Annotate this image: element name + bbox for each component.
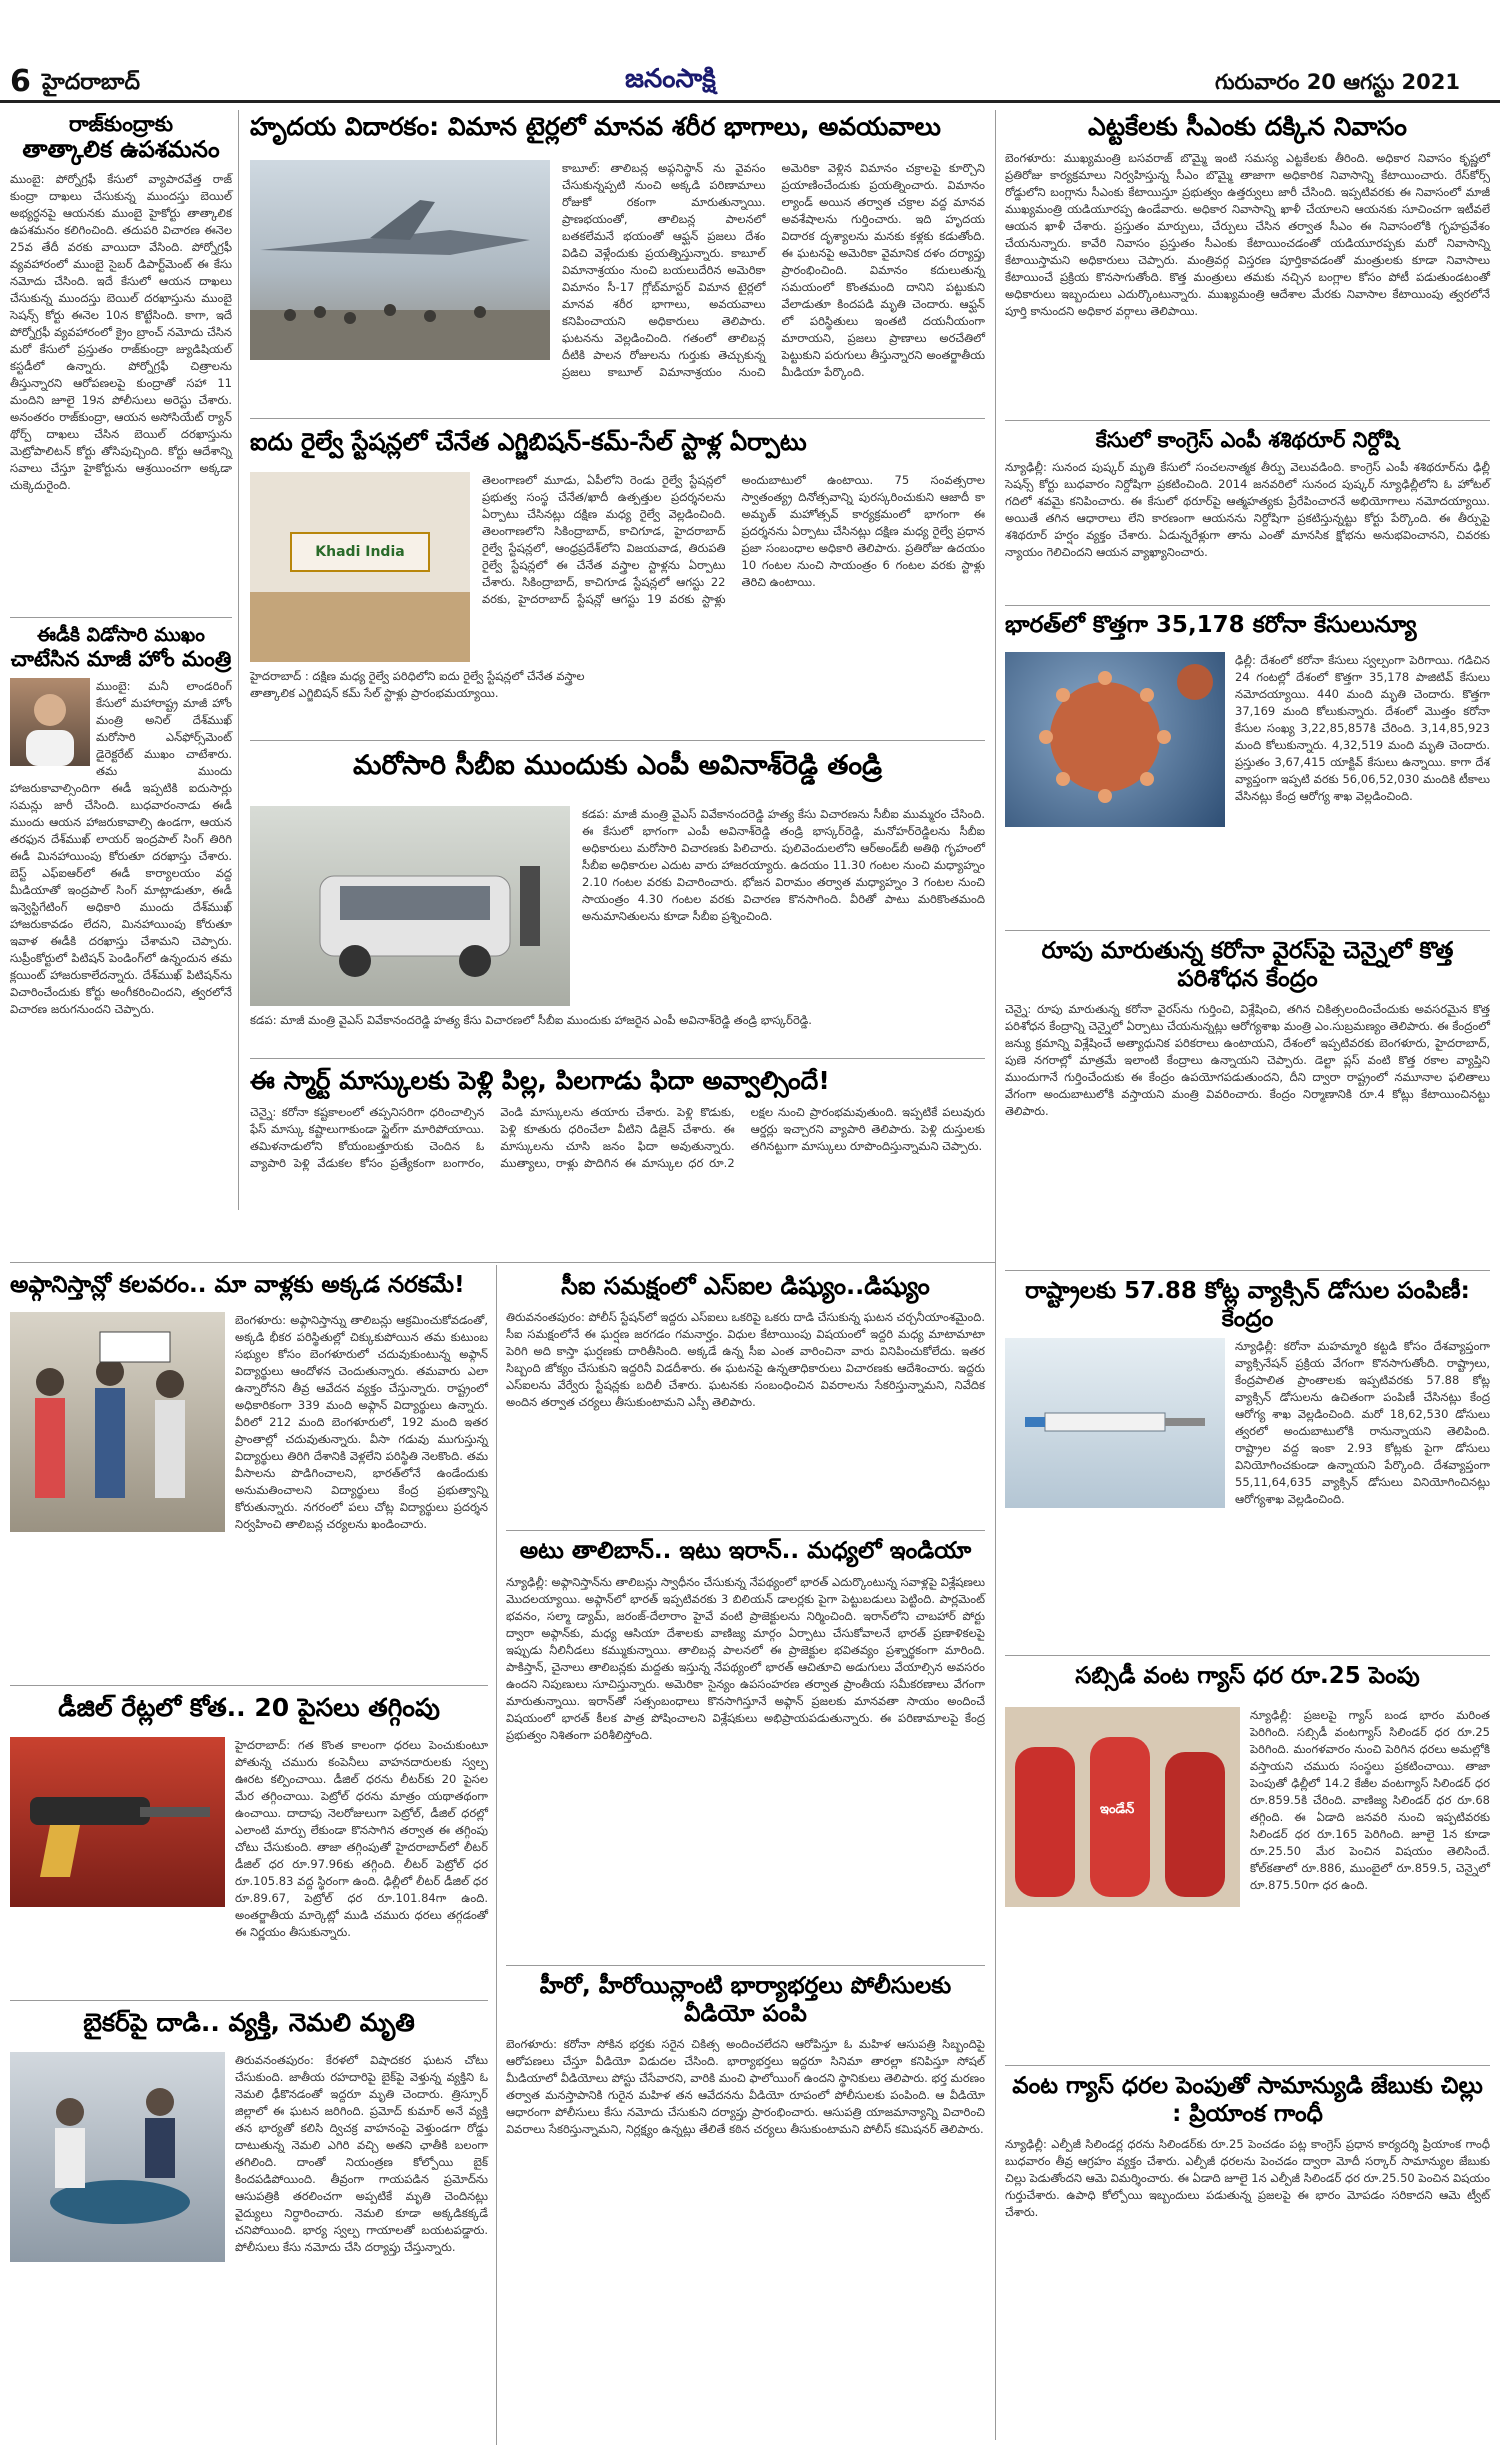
virus-photo	[1005, 652, 1225, 827]
fuel-nozzle-icon	[10, 1737, 225, 1907]
divider	[10, 2000, 488, 2001]
person-icon	[10, 678, 90, 766]
article-body: ముంబై: మనీ లాండరింగ్ కేసులో మహారాష్ట్ర మాజీ హోం మంత్రి అనిల్ దేశ్‌ముఖ్ మరోసారి ఎన్‌ఫోర్స్‌మెంట్ డైరెక్టరేట్ ముఖం చాటేశారు. తమ ముందు హాజరుకావాల్సిందిగా ఈడీ ఇప్పటికి ఐదుసార్లు సమన్లు జారీ చేసింది. బుధవారంనాడు ఈడీ ముందు ఆయన హాజరుకావాల్సి ఉండగా, ఆయన తరఫున దేశ్‌ముఖ్ లాయర్ ఇంద్రపాల్ సింగ్ తిరిగి ఈడీ మినహాయింపు కోరుతూ దరఖాస్తు చేశారు. బెస్ట్ ఎఫ్ఐఆర్‌లో ఈడీ కార్యాలయం వద్ద మీడియాతో ఇంద్రపాల్ సింగ్ మాట్లాడుతూ, ఈడీ ఇన్వెస్టిగేటింగ్ అధికారి ముందు దేశ్‌ముఖ్ హాజరుకావడం లేదని, మినహాయింపు కోరుతూ ఇవాళ ఈడీకి దరఖాస్తు చేశామని చెప్పారు. సుప్రీంకోర్టులో పిటిషన్ పెండింగ్‌లో ఉన్నందున తమ క్లయింట్ హాజరుకాలేదన్నారు. దేశ్‌ముఖ్ పిటిషన్‌ను విచారించేందుకు కోర్టు అంగీకరించిందని, త్వరలోనే విచారణ జరుగనుందని చెప్పారు.	[10, 678, 232, 1017]
article-body: చెన్నై: కరోనా కష్టకాలంలో తప్పనిసరిగా ధరించాల్సిన ఫేస్ మాస్కు కష్టాలుగాకుండా స్టైల్‌గా మారిపోయాయి. తమిళనాడులోని కోయంబత్తూరుకు చెందిన ఓ వ్యాపారి పెళ్లి వేడుకల కోసం ప్రత్యేకంగా బంగారం, వెండి మాస్కులను తయారు చేశారు. పెళ్లి కొడుకు, పెళ్లి కూతురు ధరించేలా వీటిని డిజైన్ చేశారు. ఈ మాస్కులను చూసి జనం ఫిదా అవుతున్నారు. ముత్యాలు, రాళ్లు పొదిగిన ఈ మాస్కుల ధర రూ.2 లక్షల నుంచి ప్రారంభమవుతుంది. ఇప్పటికే పలువురు ఆర్డర్లు ఇచ్చారని వ్యాపారి తెలిపారు. పెళ్లి దుస్తులకు తగినట్టుగా మాస్కులు రూపొందిస్తున్నామని చెప్పారు.	[250, 1105, 985, 1171]
photo-caption: కడప: మాజీ మంత్రి వైఎస్ వివేకానందరెడ్డి హత్య కేసు విచారణలో సీబీఐ ముందుకు హాజరైన ఎంపీ అవినాశ్‌రెడ్డి తండ్రి భాస్కర్‌రెడ్డి.	[250, 1013, 812, 1027]
column-divider	[995, 110, 996, 2440]
article-india-taliban	[506, 1538, 985, 1958]
page-number: 6	[10, 64, 31, 99]
photo-caption: హైదరాబాద్ : దక్షిణ మధ్య రైల్వే పరిధిలోని ఐదు రైల్వే స్టేషన్లలో చేనేత వస్త్రాల తాత్కాలిక ఎగ్జిబిషన్ కమ్ సేల్ స్టాళ్లు ప్రారంభమయ్యాయి.	[250, 669, 585, 700]
stall-counter	[250, 592, 470, 662]
article-headline: మరోసారి సీబీఐ ముందుకు ఎంపీ అవినాశ్‌రెడ్డి తండ్రి	[352, 750, 883, 781]
airplane-icon	[250, 160, 550, 360]
article-afghan-students	[10, 1272, 488, 1677]
article-body: బెంగళూరు: అఫ్గానిస్తాన్ను తాలిబన్లు ఆక్రమించుకోవడంతో, అక్కడి భీకర పరిస్థితుల్లో చిక్కుకుపోయిన తమ కుటుంబ సభ్యుల కోసం బెంగళూరులో చదువుకుంటున్న అఫ్గాన్ విద్యార్థులు ఆందోళన చెందుతున్నారు. తమవారు ఎలా ఉన్నారోనని తీవ్ర ఆవేదన వ్యక్తం చేస్తున్నారు. రాష్ట్రంలో అధికారికంగా 339 మంది అఫ్గాన్ విద్యార్థులు ఉన్నారు. వీరిలో 212 మంది బెంగళూరులో, 192 మంది ఇతర ప్రాంతాల్లో చదువుతున్నారు. వీసా గడువు ముగుస్తున్న విద్యార్థులు తిరిగి దేశానికి వెళ్లలేని పరిస్థితి నెలకొంది. తమ వీసాలను పొడిగించాలని, భారత్‌లోనే ఉండేందుకు అనుమతించాలని విద్యార్థులు కేంద్ర ప్రభుత్వాన్ని కోరుతున్నారు. నగరంలో పలు చోట్ల విద్యార్థులు ప్రదర్శన నిర్వహించి తాలిబన్ల చర్యలను ఖండించారు.	[235, 1313, 488, 1532]
masthead-logo: జనంసాక్షి	[625, 64, 716, 94]
divider	[1005, 605, 1490, 606]
article-body: బెంగళూరు: కరోనా సోకిన భర్తకు సరైన చికిత్స అందించలేదని ఆరోపిస్తూ ఓ మహిళ ఆసుపత్రి సిబ్బందిపై ఆరోపణలు చేస్తూ వీడియో విడుదల చేసింది. భార్యాభర్తలు ఇద్దరూ సినిమా తారల్లా కనిపిస్తూ సోషల్ మీడియాలో వీడియోలు పోస్టు చేసేవారని, వారికి మంచి ఫాలోయింగ్ ఉందని స్థానికులు తెలిపారు. భర్త మరణం తర్వాత మనస్తాపానికి గురైన మహిళ తన ఆవేదనను వీడియో రూపంలో పోలీసులకు పంపింది. ఆ వీడియో ఆధారంగా పోలీసులు కేసు నమోదు చేసుకుని దర్యాప్తు ప్రారంభించారు. ఆసుపత్రి యాజమాన్యాన్ని విచారించి వివరాలు సేకరిస్తున్నామని, నిర్లక్ష్యం ఉన్నట్లు తేలితే కఠిన చర్యలు తీసుకుంటామని పోలీస్ కమిషనర్ తెలిపారు.	[506, 2037, 985, 2137]
article-afghan-airport	[250, 112, 985, 412]
article-headline: కేసులో కాంగ్రెస్ ఎంపీ శశిథరూర్ నిర్దోషి	[1095, 428, 1400, 452]
cylinder-brand: ఇండేన్	[1100, 1802, 1135, 1817]
article-headline: ఐదు రైల్వే స్టేషన్లలో చేనేత ఎగ్జిబిషన్-కమ్-సేల్ స్టాళ్ల ఏర్పాటు	[250, 428, 807, 456]
fuel-pump-photo	[10, 1737, 225, 1907]
article-headline: భారత్‌లో కొత్తగా 35,178 కరోనా కేసులున్యూ	[1005, 612, 1417, 638]
article-headline: తాత్కాలిక ఉపశమనం	[22, 137, 220, 164]
divider	[1005, 2065, 1490, 2066]
article-headline: హీరో, హీరోయిన్లాంటి భార్యాభర్తలు పోలీసులకు వీడియో పంపి	[539, 1973, 952, 2027]
divider	[1005, 1270, 1490, 1271]
khadi-banner: Khadi India	[290, 532, 430, 572]
section-name: హైదరాబాద్	[42, 70, 140, 95]
article-body: బెంగళూరు: ముఖ్యమంత్రి బసవరాజ్ బొమ్మై ఇంటి సమస్య ఎట్టకేలకు తీరింది. అధికార నివాసం కృష్ణలో ప్రతిరోజు కార్యక్రమాలు నిర్వహిస్తున్న సీఎం బొమ్మై తాజాగా అధికారిక నివాసాన్ని కేటాయించారు. రేస్‌కోర్స్ రోడ్డులోని బంగ్లాను సీఎంకు కేటాయిస్తూ ప్రభుత్వం ఉత్తర్వులు జారీ చేసింది. ఇప్పటివరకు ఈ నివాసంలో మాజీ ముఖ్యమంత్రి యడియూరప్ప ఉండేవారు. అధికార నివాసాన్ని ఖాళీ చేయాలని ఆయనకు సూచించగా ఇటీవలే ఆయన ఖాళీ చేశారు. ప్రస్తుతం మార్పులు, చేర్పులు చేసిన తర్వాత సీఎం ఈ నివాసంలోకి గృహప్రవేశం చేయనున్నారు. కావేరి నివాసం ప్రస్తుతం సీఎంకు కేటాయించడంతో యడియూరప్పకు మరో నివాసాన్ని కేటాయిస్తామని అధికారులు చెప్పారు. మంత్రివర్గ విస్తరణ పూర్తికావడంతో మంత్రులకు కూడా నివాసాలు కేటాయించే ప్రక్రియ కొనసాగుతోంది. కొత్త మంత్రులు తమకు నచ్చిన బంగ్లాల కోసం పోటీ పడుతుండటంతో అధికారులు ఇబ్బందులు ఎదుర్కొంటున్నారు. ముఖ్యమంత్రి ఆదేశాల మేరకు నివాసాల కేటాయింపు త్వరలోనే పూర్తి కానుందని అధికార వర్గాలు తెలిపాయి.	[1005, 151, 1490, 319]
divider	[250, 1058, 985, 1059]
article-headline: వంట గ్యాస్ ధరల పెంపుతో సామాన్యుడి జేబుకు చిల్లు : ప్రియాంక గాంధీ	[1012, 2073, 1483, 2127]
article-cm-residence	[1005, 112, 1490, 412]
divider	[1005, 420, 1490, 421]
article-body: ముంబై: పోర్నోగ్రఫీ కేసులో వ్యాపారవేత్త రాజ్ కుంద్రా దాఖలు చేసుకున్న ముందస్తు బెయిల్ అభ్యర్ధనపై ఆయనకు ముంబై హైకోర్టు తాత్కాలిక ఉపశమనం కలిగించింది. తదుపరి విచారణ ఈనెల 25వ తేదీ వరకు వాయిదా వేసింది. పోర్నోగ్రఫీ వ్యవహారంలో ముంబై సైబర్ డిపార్ట్‌మెంట్ ఈ కేసు నమోదు చేసింది. ఇదే కేసులో ఆయన దాఖలు చేసుకున్న ముందస్తు బెయిల్ దరఖాస్తును ముంబై సెషన్స్ కోర్టు ఈనెల 10న కొట్టేసింది. కాగా, ఇదే పోర్నోగ్రఫీ వ్యవహారంలో క్రైం బ్రాంచ్ నమోదు చేసిన మరో కేసులో ప్రస్తుతం రాజ్‌కుంద్రా జ్యుడిషియల్ కస్టడీలో ఉన్నారు. పోర్నోగ్రఫీ చిత్రాలను తీస్తున్నారని ఆరోపణలపై కుంద్రాతో సహా 11 మందిని జూలై 19న పోలీసులు అరెస్టు చేశారు. అనంతరం రాజ్‌కుంద్రా, ఆయన అసోసియేట్ ర్యాన్ థోర్ప్ దాఖలు చేసిన బెయిల్ దరఖాస్తును మెట్రోపాలిటన్ కోర్టు తోసిపుచ్చింది. కోర్టు ఆదేశాన్ని సవాలు చేస్తూ హైకోర్టును ఆశ్రయించగా అక్కడా చుక్కెదురైంది.	[10, 171, 232, 493]
article-masks	[250, 1066, 985, 1256]
car-photo	[250, 806, 570, 1006]
article-headline: సబ్సిడీ వంట గ్యాస్ ధర రూ.25 పెంపు	[1075, 1663, 1420, 1689]
divider	[10, 1685, 488, 1686]
article-body: చెన్నై: రూపు మారుతున్న కరోనా వైరస్‌ను గుర్తించి, విశ్లేషించి, తగిన చికిత్సలందించేందుకు అవసరమైన కొత్త పరిశోధన కేంద్రాన్ని చెన్నైలో ఏర్పాటు చేయనున్నట్లు ఆరోగ్యశాఖ మంత్రి ఎం.సుబ్రమణ్యం తెలిపారు. ఈ కేంద్రంలో జన్యు క్రమాన్ని విశ్లేషించే అత్యాధునిక పరికరాలు ఉంటాయని, దేశంలో ఇప్పటివరకు బెంగళూరు, హైదరాబాద్, పుణె నగరాల్లో మాత్రమే ఇలాంటి కేంద్రాలు ఉన్నాయని చెప్పారు. డెల్టా ప్లస్ వంటి కొత్త రకాల వ్యాప్తిని ముందుగానే గుర్తించేందుకు ఈ కేంద్రం ఉపయోగపడుతుందని, దీని ద్వారా రాష్ట్రంలో నమూనాల ఫలితాలు వేగంగా అందుబాటులోకి వస్తాయని మంత్రి వివరించారు. కేంద్రం నిర్మాణానికి రూ.4 కోట్లు కేటాయించినట్టు తెలిపారు.	[1005, 1002, 1490, 1119]
divider	[10, 617, 232, 618]
article-headline: అటు తాలిబాన్.. ఇటు ఇరాన్.. మధ్యలో ఇండియా	[519, 1538, 972, 1564]
article-body: కడప: మాజీ మంత్రి వైఎస్ వివేకానందరెడ్డి హత్య కేసు విచారణను సీబీఐ ముమ్మరం చేసింది. ఈ కేసులో భాగంగా ఎంపీ అవినాశ్‌రెడ్డి తండ్రి భాస్కర్‌రెడ్డి, మనోహర్‌రెడ్డిలను సీబీఐ అధికారులు మరోసారి విచారణకు పిలిచారు. పులివెందులలోని ఆర్అండ్‌బీ అతిథి గృహంలో సీబీఐ అధికారుల ఎదుట వారు హాజరయ్యారు. ఉదయం 11.30 గంటల నుంచి మధ్యాహ్నం 2.10 గంటల వరకు విచారించారు. భోజన విరామం తర్వాత మధ్యాహ్నం 3 గంటల నుంచి సాయంత్రం 4.30 గంటల వరకు విచారణ కొనసాగింది. వీరితో పాటు మరికొంతమంది అనుమానితులను కూడా సీబీఐ ప్రశ్నించింది.	[582, 807, 985, 924]
page-header	[0, 0, 1500, 100]
car-icon	[250, 806, 570, 1006]
divider	[250, 740, 985, 741]
article-ci-si	[506, 1272, 985, 1522]
article-hero-couple	[506, 1973, 985, 2448]
article-body: తెలంగాణలో మూడు, ఏపీలోని రెండు రైల్వే స్టేషన్లలో ప్రభుత్వ సంస్థ చేనేత/ఖాదీ ఉత్పత్తుల ప్రదర్శనలను ఏర్పాటు చేసినట్లు దక్షిణ మధ్య రైల్వే వెల్లడించింది. తెలంగాణలోని సికింద్రాబాద్, కాచిగూడ, హైదరాబాద్ రైల్వే స్టేషన్లలో, ఆంధ్రప్రదేశ్‌లోని విజయవాడ, తిరుపతి రైల్వే స్టేషన్లలో ఈ చేనేత వస్త్రాల స్టాళ్లను ఏర్పాటు చేశారు. సికింద్రాబాద్, కాచిగూడ స్టేషన్లలో ఆగస్టు 22 వరకు, హైదరాబాద్ స్టేషన్లో ఆగస్టు 19 వరకు స్టాళ్లు అందుబాటులో ఉంటాయి. 75 సంవత్సరాల స్వాతంత్య్ర దినోత్సవాన్ని పురస్కరించుకుని ఆజాదీ కా అమృత్ మహోత్సవ్ కార్యక్రమంలో భాగంగా ఈ ప్రదర్శనను ఏర్పాటు చేసినట్లు దక్షిణ మధ్య రైల్వే ప్రధాన ప్రజా సంబంధాల అధికారి తెలిపారు. ప్రతిరోజు ఉదయం 10 గంటల నుంచి సాయంత్రం 6 గంటల వరకు స్టాళ్లు తెరిచి ఉంటాయి.	[482, 473, 985, 607]
article-kicker: రాజ్‌కుంద్రాకు	[68, 112, 174, 136]
article-chennai-research	[1005, 938, 1490, 1263]
article-raj-kundra	[10, 112, 232, 1212]
portrait-photo	[10, 678, 90, 766]
divider	[506, 1530, 985, 1531]
article-headline: ఎట్టకేలకు సీఎంకు దక్కిన నివాసం	[1088, 112, 1407, 141]
article-biker	[10, 2008, 488, 2448]
divider	[506, 1965, 985, 1966]
article-priyanka	[1005, 2073, 1490, 2448]
article-body: న్యూఢిల్లీ: కరోనా మహమ్మారి కట్టడి కోసం దేశవ్యాప్తంగా వ్యాక్సినేషన్ ప్రక్రియ వేగంగా కొనసాగుతోంది. రాష్ట్రాలు, కేంద్రపాలిత ప్రాంతాలకు ఇప్పటివరకు 57.88 కోట్ల వ్యాక్సిన్ డోసులను ఉచితంగా పంపిణీ చేసినట్లు కేంద్ర ఆరోగ్య శాఖ వెల్లడించింది. మరో 18,62,530 డోసులు త్వరలో అందుబాటులోకి రానున్నాయని తెలిపింది. రాష్ట్రాల వద్ద ఇంకా 2.93 కోట్లకు పైగా డోసులు వినియోగించకుండా ఉన్నాయని పేర్కొంది. దేశవ్యాప్తంగా 55,11,64,635 వ్యాక్సిన్ డోసులు వినియోగించినట్లు ఆరోగ్యశాఖ వెల్లడించింది.	[1235, 1339, 1490, 1507]
protesters-icon	[10, 1312, 225, 1532]
article-avinash	[250, 750, 985, 1050]
article-headline: రాష్ట్రాలకు 57.88 కోట్ల వ్యాక్సిన్ డోసుల పంపిణీ: కేంద్రం	[1025, 1278, 1470, 1332]
article-body: న్యూఢిల్లీ: అఫ్గానిస్తాన్‌ను తాలిబన్లు స్వాధీనం చేసుకున్న నేపథ్యంలో భారత్ ఎదుర్కొంటున్న సవాళ్లపై విశ్లేషణలు మొదలయ్యాయి. అఫ్గాన్‌లో భారత్ ఇప్పటివరకు 3 బిలియన్ డాలర్లకు పైగా పెట్టుబడులు పెట్టింది. పార్లమెంట్ భవనం, సల్మా డ్యామ్, జరంజ్-దేలారాం హైవే వంటి ప్రాజెక్టులను నిర్మించింది. ఇరాన్‌లోని చాబహార్ పోర్టు ద్వారా అఫ్గాన్‌కు, మధ్య ఆసియా దేశాలకు వాణిజ్య మార్గం ఏర్పాటు చేసుకోవాలనే భారత్ ప్రణాళికలపై ఇప్పుడు నీలినీడలు కమ్ముకున్నాయి. తాలిబన్ల పాలనలో ఈ ప్రాజెక్టుల భవితవ్యం ప్రశ్నార్థకంగా మారింది. పాకిస్తాన్, చైనాలు తాలిబన్లకు మద్దతు ఇస్తున్న నేపథ్యంలో భారత్ ఆచితూచి అడుగులు వేయాల్సిన అవసరం ఉందని నిపుణులు సూచిస్తున్నారు. అమెరికా సైన్యం ఉపసంహరణ తర్వాత ప్రాంతీయ సమీకరణాలు వేగంగా మారుతున్నాయి. ఇరాన్‌తో సత్సంబంధాలు కొనసాగిస్తూనే అఫ్గాన్ ప్రజలకు మానవతా సాయం అందించే విషయంలో భారత్ కీలక పాత్ర పోషించాలని విశ్లేషకులు అభిప్రాయపడుతున్నారు. ఈ పరిణామాలపై కేంద్ర ప్రభుత్వం నిశితంగా పరిశీలిస్తోంది.	[506, 1574, 985, 1742]
article-body: న్యూఢిల్లీ: ఎల్పీజీ సిలిండర్ల ధరను సిలిండర్‌కు రూ.25 పెంచడం పట్ల కాంగ్రెస్ ప్రధాన కార్యదర్శి ప్రియాంక గాంధీ బుధవారం తీవ్ర ఆగ్రహం వ్యక్తం చేశారు. ఎల్పీజీ ధరలను పెంచడం ద్వారా మోదీ సర్కార్ సామాన్యుల జేబుకు చిల్లు పెడుతోందని ఆమె విమర్శించారు. ఈ ఏడాది జూలై 1న ఎల్పీజీ సిలిండర్ ధర రూ.25.50 పెంచిన విషయం గుర్తుచేశారు. ఉపాధి కోల్పోయి ఇబ్బందులు పడుతున్న ప్రజలపై ఈ భారం మోపడం సరికాదని ఆమె ట్వీట్ చేశారు.	[1005, 2137, 1490, 2220]
header-rule	[0, 100, 1500, 103]
article-headline: చాటేసిన మాజీ హోం మంత్రి	[10, 646, 232, 671]
divider	[1005, 930, 1490, 931]
article-body: హైదరాబాద్: గత కొంత కాలంగా ధరలు పెంచుకుంటూ పోతున్న చమురు కంపెనీలు వాహనదారులకు స్వల్ప ఊరట కల్పించాయి. డీజిల్ ధరను లీటర్‌కు 20 పైసల మేర తగ్గించాయి. పెట్రోల్ ధరను మాత్రం యథాతథంగా ఉంచాయి. దాదాపు నెలరోజులుగా పెట్రోల్, డీజిల్ ధరల్లో ఎలాంటి మార్పు లేకుండా కొనసాగిన తర్వాత ఈ తగ్గింపు చోటు చేసుకుంది. తాజా తగ్గింపుతో హైదరాబాద్‌లో లీటర్ డీజిల్ ధర రూ.97.96కు తగ్గింది. లీటర్ పెట్రోల్ ధర రూ.105.83 వద్ద స్థిరంగా ఉంది. ఢిల్లీలో లీటర్ డీజిల్ ధర రూ.89.67, పెట్రోల్ ధర రూ.101.84గా ఉంది. అంతర్జాతీయ మార్కెట్లో ముడి చమురు ధరలు తగ్గడంతో ఈ నిర్ణయం తీసుకున్నారు.	[235, 1738, 488, 1940]
divider	[10, 1262, 995, 1263]
syringe-icon	[1005, 1338, 1225, 1508]
article-covid-cases	[1005, 612, 1490, 922]
article-headline: సీఐ సమక్షంలో ఎస్ఐల డిష్యుం..డిష్యుం	[561, 1272, 930, 1300]
divider	[1005, 1655, 1490, 1656]
article-body: ఢిల్లీ: దేశంలో కరోనా కేసులు స్వల్పంగా పెరిగాయి. గడిచిన 24 గంటల్లో దేశంలో కొత్తగా 35,178 పాజిటివ్ కేసులు నమోదయ్యాయి. 440 మంది మృతి చెందారు. కొత్తగా 37,169 మంది కోలుకున్నారు. దేశంలో మొత్తం కరోనా కేసుల సంఖ్య 3,22,85,857కి చేరింది. 3,14,85,923 మంది కోలుకున్నారు. 4,32,519 మంది మృతి చెందారు. ప్రస్తుతం 3,67,415 యాక్టివ్ కేసులు ఉన్నాయి. కాగా దేశ వ్యాప్తంగా ఇప్పటి వరకు 56,06,52,030 మందికి టీకాలు వేసినట్లు కేంద్ర ఆరోగ్య శాఖ వెల్లడించింది.	[1235, 653, 1490, 804]
article-diesel	[10, 1693, 488, 1993]
incident-photo	[10, 2052, 225, 2262]
article-body: న్యూఢిల్లీ: సునంద పుష్కర్ మృతి కేసులో సంచలనాత్మక తీర్పు వెలువడింది. కాంగ్రెస్ ఎంపీ శశిథరూర్‌ను ఢిల్లీ సెషన్స్ కోర్టు బుధవారం నిర్దోషిగా ప్రకటించింది. 2014 జనవరిలో సునంద పుష్కర్ న్యూఢిల్లీలోని ఓ హోటల్ గదిలో శవమై కనిపించారు. ఈ కేసులో థరూర్‌పై ఆత్మహత్యకు ప్రేరేపించారనే అభియోగాలు నమోదయ్యాయి. అయితే తగిన ఆధారాలు లేని కారణంగా ఆయనను నిర్దోషిగా ప్రకటిస్తున్నట్టు కోర్టు పేర్కొంది. ఈ తీర్పుపై శశిథరూర్ హర్షం వ్యక్తం చేశారు. ఏడున్నరేళ్లుగా తాను ఎంతో మానసిక క్షోభను అనుభవించానని, చివరకు న్యాయం గెలిచిందని ఆయన వ్యాఖ్యానించారు.	[1005, 460, 1490, 560]
article-headline: రూపు మారుతున్న కరోనా వైరస్‌పై చెన్నైలో కొత్త పరిశోధన కేంద్రం	[1041, 938, 1454, 992]
article-headline: అఫ్గానిస్తాన్లో కలవరం.. మా వాళ్లకు అక్కడ నరకమే!	[10, 1272, 465, 1298]
article-handloom	[250, 428, 985, 733]
article-headline: బైకర్‌పై దాడి.. వ్యక్తి, నెమలి మృతి	[83, 2008, 415, 2037]
article-body: కాబూల్: తాలిబన్ల అఫ్గనిస్థాన్ ను వైవసం చేసుకున్నప్పటి నుంచి అక్కడి పరిణామాలు రోజుకో రకంగా మారుతున్నాయి. ప్రాణభయంతో, తాలిబన్ల పాలనలో బతకలేమనే భయంతో ఆఫ్ఘన్ ప్రజలు దేశం విడిచి వెళ్లేందుకు ప్రయత్నిస్తున్నారు. కాబూల్ విమానాశ్రయం నుంచి బయలుదేరిన అమెరికా విమానం సీ-17 గ్లోబ్‌మాస్టర్ విమాన టైర్లలో మానవ శరీర భాగాలు, అవయవాలు కనిపించాయని అధికారులు తెలిపారు. ఘటనను వెల్లడించింది. గతంలో తాలిబన్ల దీటికి పాలన రోజులను గుర్తుకు తెచ్చుకున్న ప్రజలు కాబూల్ విమానాశ్రయం నుంచి అమెరికా వెళ్లిన విమానం చక్రాలపై కూర్చొని ప్రయాణించేందుకు ప్రయత్నించారు. విమానం ల్యాండ్ అయిన తర్వాత చక్రాల వద్ద మానవ అవశేషాలను గుర్తించారు. ఇది హృదయ విదారక దృశ్యాలను మనకు కళ్లకు కడుతోంది. ఈ ఘటనపై అమెరికా వైమానిక దళం దర్యాప్తు ప్రారంభించింది. విమానం కదులుతున్న సమయంలో కొంతమంది దానిని పట్టుకుని వేలాడుతూ కిందపడి మృతి చెందారు. ఆఫ్ఘన్ లో పరిస్థితులు ఇంతటి దయనీయంగా మారాయని, ప్రజలు ప్రాణాలు అరచేతిలో పెట్టుకుని పరుగులు తీస్తున్నారని అంతర్జాతీయ మీడియా పేర్కొంది.	[562, 161, 985, 380]
vaccine-photo	[1005, 1338, 1225, 1508]
article-body: తిరువనంతపురం: కేరళలో విషాదకర ఘటన చోటు చేసుకుంది. జాతీయ రహదారిపై బైక్‌పై వెళ్తున్న వ్యక్తిని ఓ నెమలి ఢీకొనడంతో ఇద్దరూ మృతి చెందారు. త్రిస్సూర్ జిల్లాలో ఈ ఘటన జరిగింది. ప్రమోద్ కుమార్ అనే వ్యక్తి తన భార్యతో కలిసి ద్విచక్ర వాహనంపై వెళ్తుండగా రోడ్డు దాటుతున్న నెమలి ఎగిరి వచ్చి అతని ఛాతీకి బలంగా తగిలింది. దాంతో నియంత్రణ కోల్పోయి బైక్ కిందపడిపోయింది. తీవ్రంగా గాయపడిన ప్రమోద్‌ను ఆసుపత్రికి తరలించగా అప్పటికే మృతి చెందినట్లు వైద్యులు నిర్ధారించారు. నెమలి కూడా అక్కడికక్కడే చనిపోయింది. భార్య స్వల్ప గాయాలతో బయటపడ్డారు. పోలీసులు కేసు నమోదు చేసి దర్యాప్తు చేస్తున్నారు.	[235, 2053, 488, 2255]
article-tharoor	[1005, 428, 1490, 598]
article-body: తిరువనంతపురం: పోలీస్ స్టేషన్‌లో ఇద్దరు ఎస్ఐలు ఒకరిపై ఒకరు దాడి చేసుకున్న ఘటన చర్చనీయాంశమైంది. సీఐ సమక్షంలోనే ఈ ఘర్షణ జరగడం గమనార్హం. విధుల కేటాయింపు విషయంలో ఇద్దరి మధ్య మాటామాటా పెరిగి అది కాస్తా ఘర్షణకు దారితీసింది. అక్కడే ఉన్న సీఐ ఎంత వారించినా వారు వినిపించుకోలేదు. ఇతర సిబ్బంది జోక్యం చేసుకుని ఇద్దరినీ విడదీశారు. ఈ ఘటనపై ఉన్నతాధికారులు విచారణకు ఆదేశించారు. ఇద్దరు ఎస్ఐలను వేర్వేరు స్టేషన్లకు బదిలీ చేశారు. ఘటనకు సంబంధించిన వివరాలను సేకరిస్తున్నామని, నివేదిక అందిన తర్వాత చర్యలు తీసుకుంటామని ఎస్పీ తెలిపారు.	[506, 1309, 985, 1409]
article-vaccines	[1005, 1278, 1490, 1648]
column-divider	[238, 110, 239, 1210]
article-headline: హృదయ విదారకం: విమాన టైర్లలో మానవ శరీర భాగాలు, అవయవాలు	[250, 112, 941, 141]
airport-photo	[250, 160, 550, 360]
article-gas-price	[1005, 1663, 1490, 2058]
article-headline: డీజిల్ రేట్లలో కోత.. 20 పైసలు తగ్గింపు	[58, 1693, 440, 1722]
protest-photo	[10, 1312, 225, 1532]
virus-icon	[1005, 652, 1225, 827]
stall-photo	[250, 472, 470, 662]
issue-date: గురువారం 20 ఆగస్టు 2021	[1215, 70, 1460, 94]
article-body: న్యూఢిల్లీ: ప్రజలపై గ్యాస్ బండ భారం మరింత పెరిగింది. సబ్సిడీ వంటగ్యాస్ సిలిండర్ ధర రూ.25 పెరిగింది. మంగళవారం నుంచి పెరిగిన ధరలు అమల్లోకి వస్తాయని చమురు సంస్థలు ప్రకటించాయి. తాజా పెంపుతో ఢిల్లీలో 14.2 కేజీల వంటగ్యాస్ సిలిండర్ ధర రూ.859.5కి చేరింది. వాణిజ్య సిలిండర్ ధర రూ.68 తగ్గింది. ఈ ఏడాది జనవరి నుంచి ఇప్పటివరకు సిలిండర్ ధర రూ.165 పెరిగింది. జూలై 1న కూడా రూ.25.50 మేర పెంచిన విషయం తెలిసిందే. కోల్‌కతాలో రూ.886, ముంబైలో రూ.859.5, చెన్నైలో రూ.875.50గా ధర ఉంది.	[1250, 1708, 1490, 1893]
article-kicker: ఈడీకి విడోసారి ముఖం	[37, 623, 205, 646]
article-headline: ఈ స్మార్ట్ మాస్కులకు పెళ్లి పిల్ల, పిలగాడు ఫిదా అవ్వాల్సిందే!	[250, 1066, 830, 1095]
column-divider	[496, 1265, 497, 2445]
bird-icon	[10, 2052, 225, 2262]
divider	[250, 418, 985, 419]
gas-cylinder-photo	[1005, 1707, 1240, 1907]
